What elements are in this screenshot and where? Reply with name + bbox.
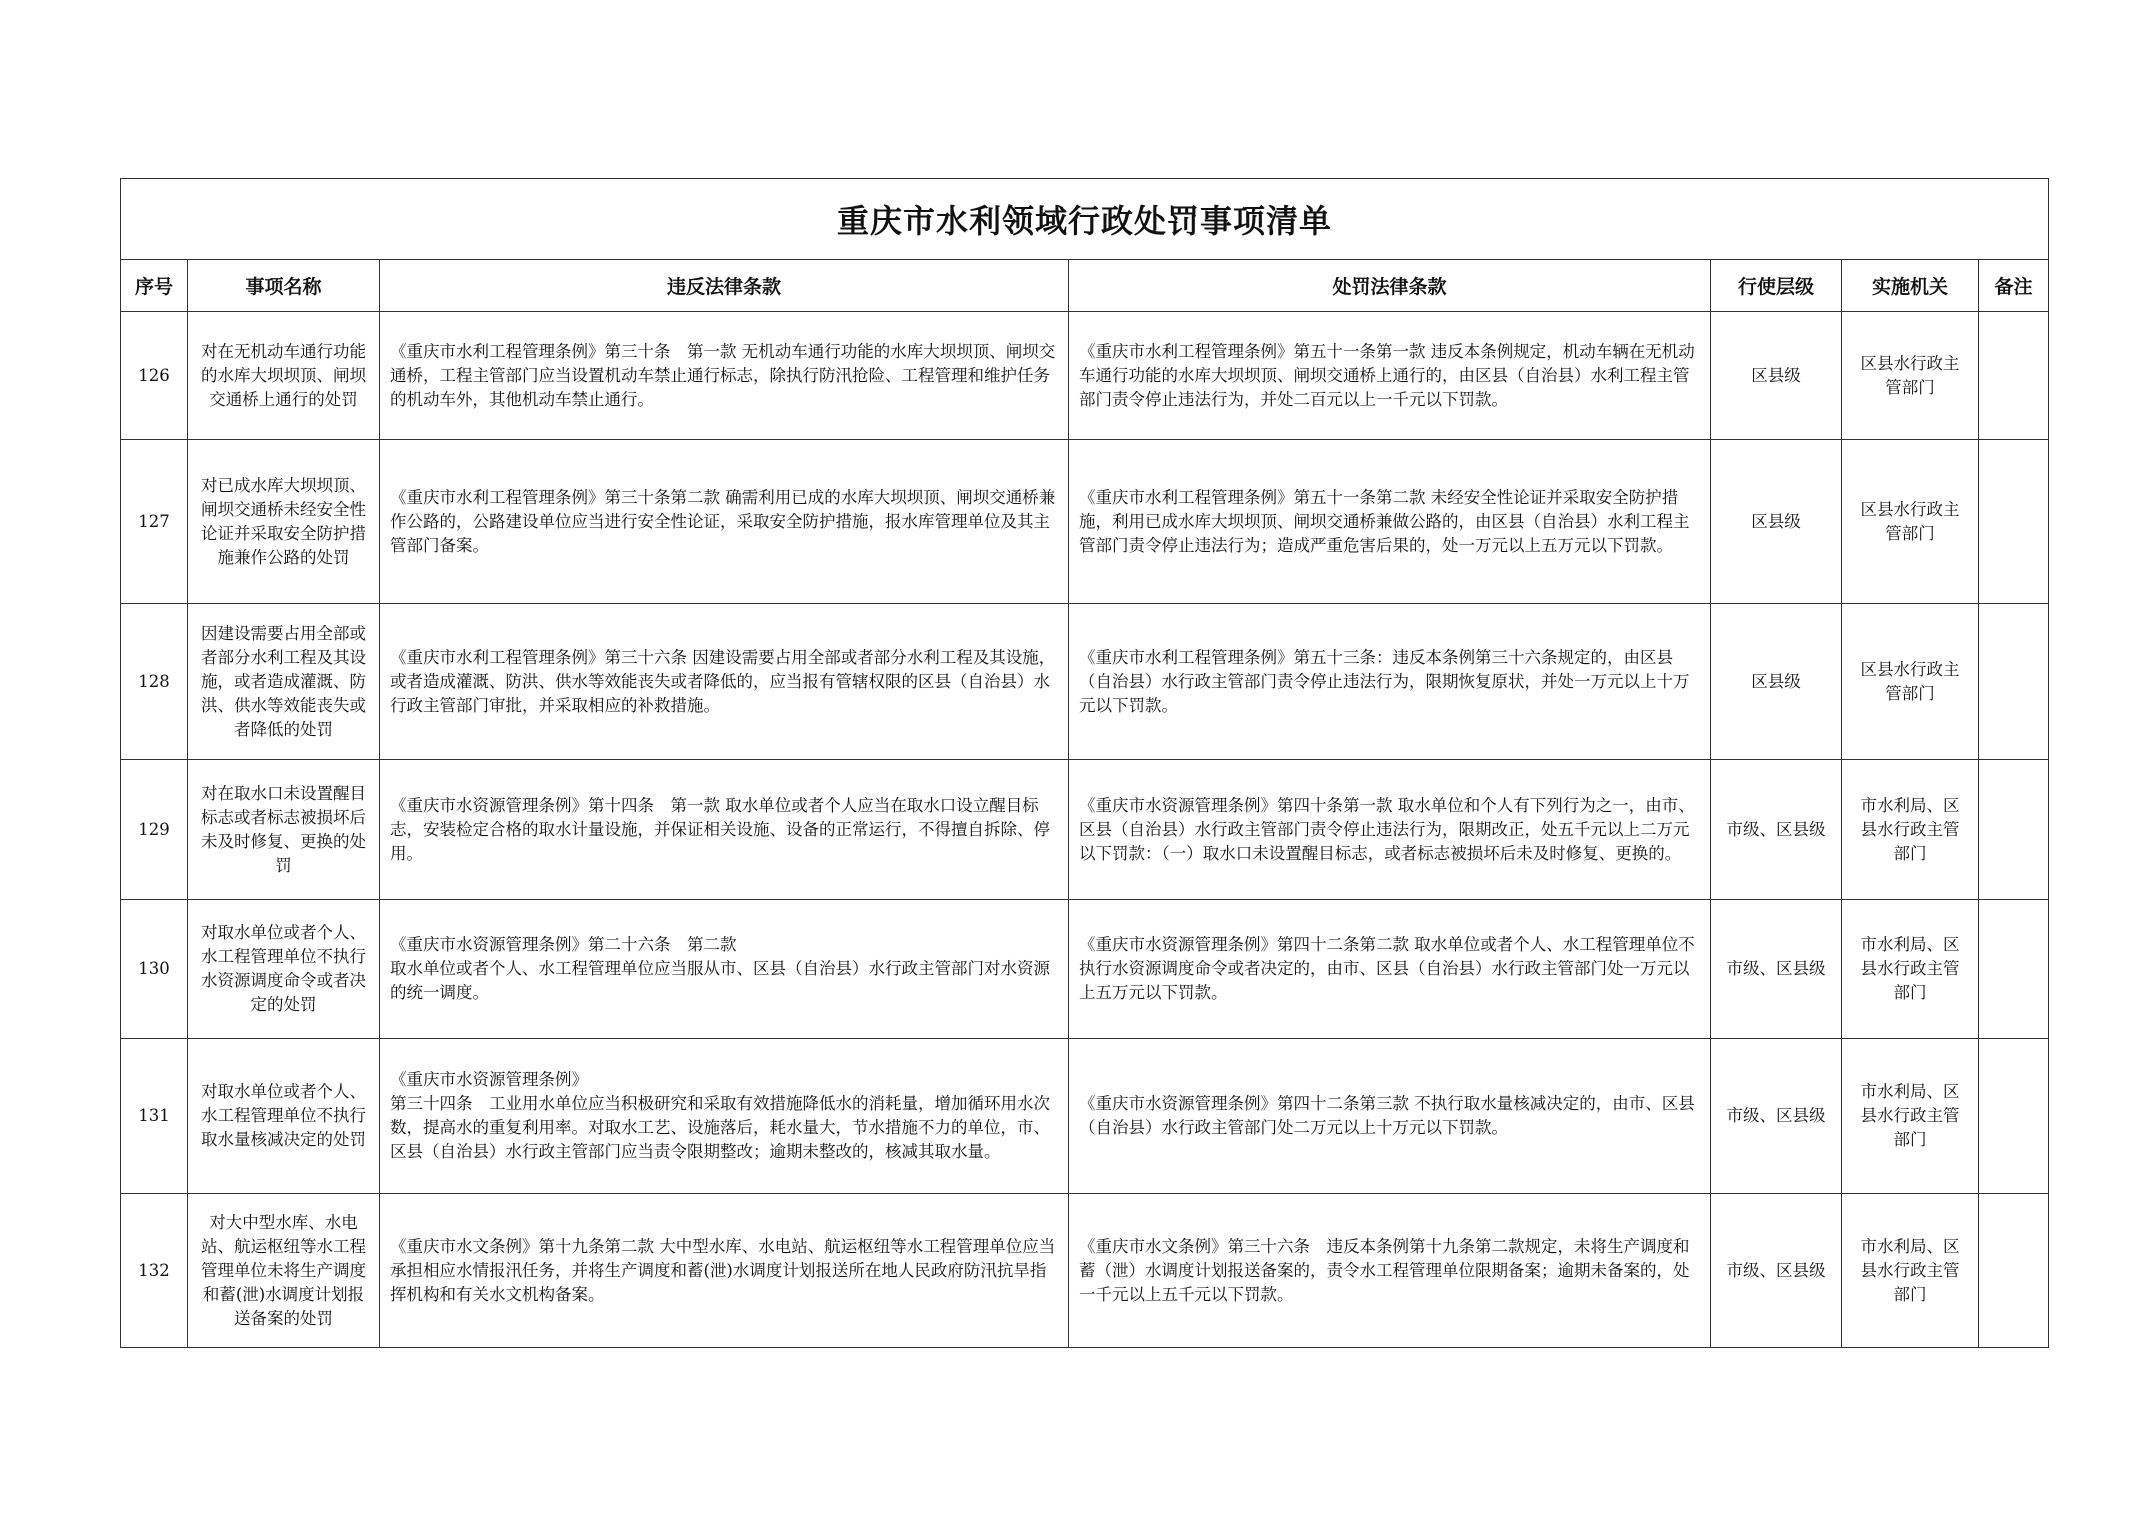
row-note <box>1979 760 2049 900</box>
document-sheet <box>120 178 2048 1348</box>
row-penalty-clause: 《重庆市水利工程管理条例》第五十三条：违反本条例第三十六条规定的，由区县（自治县）水行政主管部门责令停止违法行为，限期恢复原状，并处一万元以上十万元以下罚款。 <box>1069 604 1711 760</box>
row-level: 区县级 <box>1711 604 1842 760</box>
row-penalty-clause: 《重庆市水利工程管理条例》第五十一条第二款 未经安全性论证并采取安全防护措施，利用已成水库大坝坝顶、闸坝交通桥兼做公路的，由区县（自治县）水利工程主管部门责令停止违法行为；造成严重危害后果的，处一万元以上五万元以下罚款。 <box>1069 440 1711 604</box>
table-row <box>121 440 2049 604</box>
row-penalty-clause: 《重庆市水资源管理条例》第四十二条第三款 不执行取水量核减决定的，由市、区县（自治县）水行政主管部门处二万元以上十万元以下罚款。 <box>1069 1039 1711 1194</box>
penalty-list-table <box>120 178 2049 1348</box>
row-org: 市水利局、区县水行政主管部门 <box>1842 1039 1979 1194</box>
row-violation-clause: 《重庆市水资源管理条例》 第三十四条 工业用水单位应当积极研究和采取有效措施降低水的消耗量，增加循环用水次数，提高水的重复利用率。对取水工艺、设施落后，耗水量大，节水措施不力的单位，市、区县（自治县）水行政主管部门应当责令限期整改；逾期未整改的，核减其取水量。 <box>380 1039 1069 1194</box>
row-no: 128 <box>121 604 188 760</box>
table-row <box>121 1194 2049 1348</box>
row-violation-clause: 《重庆市水资源管理条例》第二十六条 第二款 取水单位或者个人、水工程管理单位应当服从市、区县（自治县）水行政主管部门对水资源的统一调度。 <box>380 900 1069 1039</box>
table-header-row <box>121 260 2049 312</box>
row-item-name: 对大中型水库、水电站、航运枢纽等水工程管理单位未将生产调度和蓄(泄)水调度计划报送备案的处罚 <box>188 1194 380 1348</box>
row-no: 129 <box>121 760 188 900</box>
row-no: 132 <box>121 1194 188 1348</box>
row-org: 市水利局、区县水行政主管部门 <box>1842 1194 1979 1348</box>
row-org: 市水利局、区县水行政主管部门 <box>1842 900 1979 1039</box>
row-level: 区县级 <box>1711 440 1842 604</box>
row-level: 市级、区县级 <box>1711 900 1842 1039</box>
row-note <box>1979 1194 2049 1348</box>
table-row <box>121 900 2049 1039</box>
row-note <box>1979 440 2049 604</box>
column-header-level: 行使层级 <box>1711 260 1842 312</box>
row-violation-clause: 《重庆市水利工程管理条例》第三十条第二款 确需利用已成的水库大坝坝顶、闸坝交通桥兼作公路的，公路建设单位应当进行安全性论证，采取安全防护措施，报水库管理单位及其主管部门备案。 <box>380 440 1069 604</box>
row-level: 市级、区县级 <box>1711 1194 1842 1348</box>
row-level: 区县级 <box>1711 312 1842 440</box>
row-item-name: 因建设需要占用全部或者部分水利工程及其设施，或者造成灌溉、防洪、供水等效能丧失或者降低的处罚 <box>188 604 380 760</box>
row-no: 130 <box>121 900 188 1039</box>
row-level: 市级、区县级 <box>1711 1039 1842 1194</box>
row-item-name: 对在取水口未设置醒目标志或者标志被损坏后未及时修复、更换的处罚 <box>188 760 380 900</box>
row-org: 市水利局、区县水行政主管部门 <box>1842 760 1979 900</box>
row-org: 区县水行政主管部门 <box>1842 440 1979 604</box>
column-header-org: 实施机关 <box>1842 260 1979 312</box>
row-no: 126 <box>121 312 188 440</box>
row-penalty-clause: 《重庆市水利工程管理条例》第五十一条第一款 违反本条例规定，机动车辆在无机动车通行功能的水库大坝坝顶、闸坝交通桥上通行的，由区县（自治县）水利工程主管部门责令停止违法行为，并处二百元以上一千元以下罚款。 <box>1069 312 1711 440</box>
row-penalty-clause: 《重庆市水文条例》第三十六条 违反本条例第十九条第二款规定，未将生产调度和蓄（泄）水调度计划报送备案的，责令水工程管理单位限期备案；逾期未备案的，处一千元以上五千元以下罚款。 <box>1069 1194 1711 1348</box>
column-header-violation: 违反法律条款 <box>380 260 1069 312</box>
row-note <box>1979 900 2049 1039</box>
table-row <box>121 604 2049 760</box>
row-item-name: 对已成水库大坝坝顶、闸坝交通桥未经安全性论证并采取安全防护措施兼作公路的处罚 <box>188 440 380 604</box>
column-header-name: 事项名称 <box>188 260 380 312</box>
row-item-name: 对取水单位或者个人、水工程管理单位不执行取水量核减决定的处罚 <box>188 1039 380 1194</box>
row-violation-clause: 《重庆市水利工程管理条例》第三十六条 因建设需要占用全部或者部分水利工程及其设施，或者造成灌溉、防洪、供水等效能丧失或者降低的，应当报有管辖权限的区县（自治县）水行政主管部门审批，并采取相应的补救措施。 <box>380 604 1069 760</box>
row-violation-clause: 《重庆市水利工程管理条例》第三十条 第一款 无机动车通行功能的水库大坝坝顶、闸坝交通桥，工程主管部门应当设置机动车禁止通行标志，除执行防汛抢险、工程管理和维护任务的机动车外，其他机动车禁止通行。 <box>380 312 1069 440</box>
row-no: 127 <box>121 440 188 604</box>
row-note <box>1979 604 2049 760</box>
row-item-name: 对取水单位或者个人、水工程管理单位不执行水资源调度命令或者决定的处罚 <box>188 900 380 1039</box>
table-row <box>121 1039 2049 1194</box>
column-header-no: 序号 <box>121 260 188 312</box>
column-header-penalty: 处罚法律条款 <box>1069 260 1711 312</box>
row-org: 区县水行政主管部门 <box>1842 312 1979 440</box>
column-header-note: 备注 <box>1979 260 2049 312</box>
row-org: 区县水行政主管部门 <box>1842 604 1979 760</box>
document-title: 重庆市水利领域行政处罚事项清单 <box>121 179 2049 260</box>
row-penalty-clause: 《重庆市水资源管理条例》第四十二条第二款 取水单位或者个人、水工程管理单位不执行水资源调度命令或者决定的，由市、区县（自治县）水行政主管部门处一万元以上五万元以下罚款。 <box>1069 900 1711 1039</box>
row-penalty-clause: 《重庆市水资源管理条例》第四十条第一款 取水单位和个人有下列行为之一，由市、区县（自治县）水行政主管部门责令停止违法行为，限期改正，处五千元以上二万元以下罚款：（一）取水口未设置醒目标志，或者标志被损坏后未及时修复、更换的。 <box>1069 760 1711 900</box>
table-row <box>121 760 2049 900</box>
row-level: 市级、区县级 <box>1711 760 1842 900</box>
row-violation-clause: 《重庆市水文条例》第十九条第二款 大中型水库、水电站、航运枢纽等水工程管理单位应当承担相应水情报汛任务，并将生产调度和蓄(泄)水调度计划报送所在地人民政府防汛抗旱指挥机构和有关水文机构备案。 <box>380 1194 1069 1348</box>
row-violation-clause: 《重庆市水资源管理条例》第十四条 第一款 取水单位或者个人应当在取水口设立醒目标志，安装检定合格的取水计量设施，并保证相关设施、设备的正常运行，不得擅自拆除、停用。 <box>380 760 1069 900</box>
row-item-name: 对在无机动车通行功能的水库大坝坝顶、闸坝交通桥上通行的处罚 <box>188 312 380 440</box>
table-row <box>121 312 2049 440</box>
row-note <box>1979 312 2049 440</box>
row-no: 131 <box>121 1039 188 1194</box>
row-note <box>1979 1039 2049 1194</box>
